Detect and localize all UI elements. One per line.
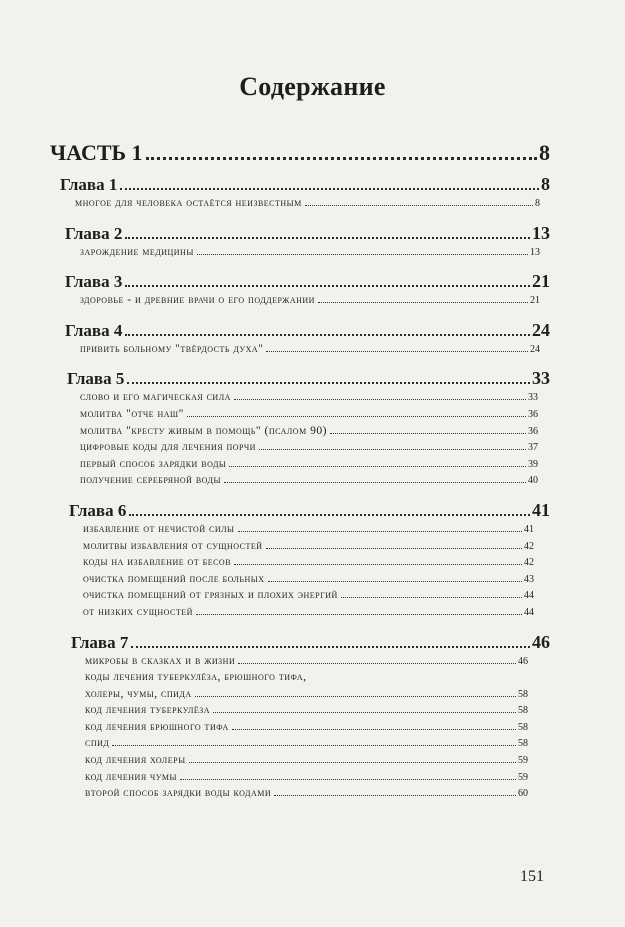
toc-entry (85, 720, 528, 737)
toc-entry (85, 786, 528, 803)
toc-entry (83, 539, 534, 556)
dot-leader (127, 381, 530, 384)
entry-page: 13 (530, 246, 540, 258)
toc-entry (85, 736, 528, 753)
part-page: 8 (539, 140, 550, 165)
dot-leader (112, 744, 516, 746)
toc-entry (85, 753, 528, 770)
chapter-label: Глава 7 (71, 632, 129, 652)
toc-entry (83, 522, 534, 539)
dot-leader (187, 415, 526, 417)
entry-page: 21 (530, 295, 540, 307)
chapter-label: Глава 6 (69, 500, 127, 520)
entry-label: слово и его магическая сила (80, 390, 231, 404)
entry-label: получение серебряной воды (80, 473, 221, 487)
dot-leader (318, 301, 528, 303)
dot-leader (234, 563, 522, 565)
entry-page: 43 (524, 573, 534, 585)
entry-label: второй способ зарядки воды кодами (85, 786, 272, 800)
chapter-page: 13 (532, 222, 550, 243)
toc-entry (80, 473, 538, 490)
entry-page: 58 (518, 721, 528, 733)
chapter-label: Глава 4 (65, 320, 123, 340)
dot-leader (234, 398, 526, 400)
dot-leader (266, 547, 522, 549)
dot-leader (131, 645, 530, 648)
chapter-label: Глава 3 (65, 272, 123, 292)
entry-label: избавление от нечистой силы (83, 521, 235, 535)
toc-part-1 (50, 140, 550, 172)
toc-entry (83, 605, 534, 622)
toc-entry (80, 440, 538, 457)
entry-label: коды на избавление от бесов (83, 555, 232, 569)
dot-leader (238, 530, 522, 532)
chapter-page: 8 (541, 174, 550, 194)
entry-label: очистка помещений после больных (83, 571, 265, 585)
chapter-label: Глава 5 (67, 369, 125, 389)
dot-leader (229, 465, 526, 467)
toc-chapter-5 (67, 368, 550, 390)
toc-chapter-7 (71, 632, 550, 654)
toc-entry (80, 390, 538, 407)
toc-entry (83, 588, 534, 605)
entry-label: зарождение медицины (80, 244, 194, 258)
dot-leader (330, 432, 526, 434)
toc-chapter-1 (60, 174, 550, 196)
toc-entry (85, 654, 528, 671)
entry-label: код лечения туберкулёза (85, 703, 211, 717)
entry-page: 58 (518, 688, 528, 700)
entry-label: от низких сущностей (83, 604, 193, 618)
dot-leader (196, 613, 522, 615)
entry-page: 58 (518, 738, 528, 750)
dot-leader (180, 778, 516, 780)
dot-leader (268, 580, 523, 582)
dot-leader (238, 662, 516, 664)
entry-page: 59 (518, 771, 528, 783)
entry-label: спид (85, 736, 110, 750)
toc-entry (80, 293, 540, 310)
entry-label: молитвы избавления от сущностей (83, 538, 263, 552)
dot-leader (305, 204, 533, 206)
entry-page: 58 (518, 705, 528, 717)
toc-entry (83, 555, 534, 572)
toc-entry (75, 196, 540, 213)
entry-label: здоровье - и древние врачи о его поддержании (80, 293, 315, 307)
dot-leader (274, 794, 516, 796)
dot-leader (213, 711, 516, 713)
toc-entry (80, 424, 538, 441)
dot-leader (195, 695, 516, 697)
dot-leader (129, 513, 530, 516)
dot-leader (125, 284, 530, 287)
dot-leader (259, 448, 526, 450)
part-label: ЧАСТЬ 1 (50, 140, 143, 165)
entry-label: цифровые коды для лечения порчи (80, 440, 256, 454)
dot-leader (125, 236, 530, 239)
toc-entry (80, 245, 540, 262)
chapter-page: 24 (532, 319, 550, 340)
dot-leader (120, 187, 539, 190)
entry-page: 59 (518, 755, 528, 767)
toc-chapter-2 (65, 223, 550, 245)
dot-leader (266, 350, 528, 352)
chapter-page: 33 (532, 368, 550, 389)
toc-entry-continued (85, 670, 528, 687)
entry-page: 39 (528, 458, 538, 470)
entry-page: 40 (528, 475, 538, 487)
entry-page: 42 (524, 540, 534, 552)
entry-page: 44 (524, 590, 534, 602)
toc-chapter-6 (69, 500, 550, 522)
dot-leader (146, 156, 537, 160)
entry-label: молитва "отче наш" (80, 406, 184, 420)
toc-chapter-4 (65, 320, 550, 342)
entry-page: 8 (535, 198, 540, 209)
dot-leader (232, 728, 516, 730)
page-title: Содержание (239, 72, 386, 101)
entry-label: привить больному "твёрдость духа" (80, 341, 264, 355)
entry-label: холеры, чумы, спида (85, 686, 192, 700)
entry-label: код лечения холеры (85, 753, 186, 767)
dot-leader (197, 253, 528, 255)
toc-entry (85, 687, 528, 704)
chapter-label: Глава 2 (65, 223, 123, 243)
chapter-page: 41 (532, 499, 550, 520)
entry-page: 36 (528, 408, 538, 420)
entry-label: коды лечения туберкулёза, брюшного тифа, (85, 670, 307, 684)
toc-chapter-3 (65, 271, 550, 293)
entry-page: 24 (530, 343, 540, 355)
table-of-contents (50, 140, 550, 803)
entry-page: 46 (518, 655, 528, 667)
toc-entry (80, 407, 538, 424)
entry-page: 37 (528, 442, 538, 454)
entry-page: 36 (528, 425, 538, 437)
entry-label: код лечения брюшного тифа (85, 719, 229, 733)
entry-label: код лечения чумы (85, 769, 178, 783)
toc-entry (85, 770, 528, 787)
dot-leader (224, 481, 526, 483)
entry-page: 33 (528, 392, 538, 404)
entry-page: 42 (524, 557, 534, 569)
dot-leader (341, 596, 522, 598)
entry-label: микробы в сказках и в жизни (85, 653, 236, 667)
entry-label: молитва "кресту живым в помощь" (псалом 90) (80, 423, 328, 437)
entry-page: 41 (524, 523, 534, 535)
dot-leader (189, 761, 516, 763)
toc-entry (80, 457, 538, 474)
entry-page: 60 (518, 788, 528, 800)
toc-entry (83, 572, 534, 589)
chapter-page: 21 (532, 271, 550, 292)
toc-entry (85, 703, 528, 720)
dot-leader (125, 333, 530, 336)
entry-page: 44 (524, 606, 534, 618)
chapter-page: 46 (532, 631, 550, 652)
chapter-label: Глава 1 (60, 175, 118, 194)
toc-entry (80, 342, 540, 359)
page-number: 151 (520, 868, 544, 885)
entry-label: первый способ зарядки воды (80, 456, 227, 470)
entry-label: многое для человека остаётся неизвестным (75, 196, 302, 209)
entry-label: очистка помещений от грязных и плохих энергий (83, 588, 338, 602)
